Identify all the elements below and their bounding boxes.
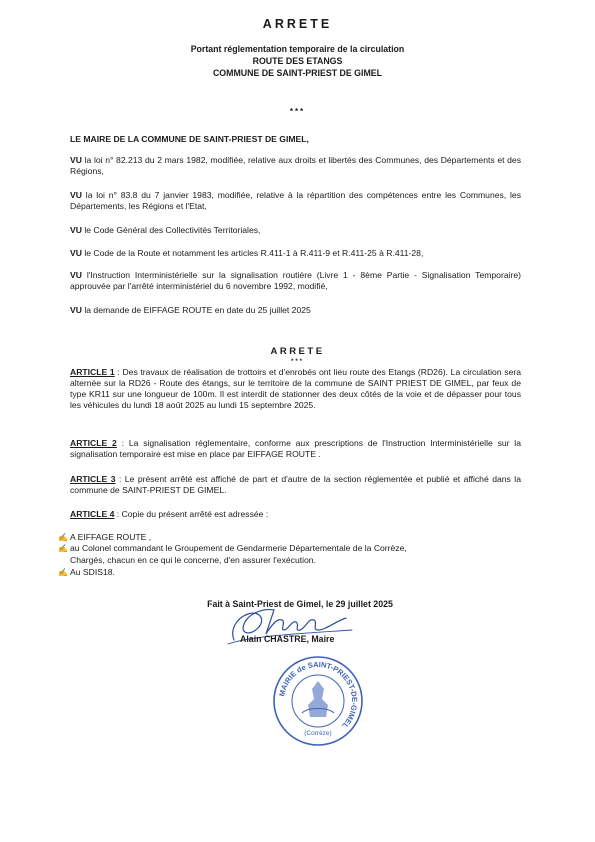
article-4: ARTICLE 4 : Copie du présent arrêté est adressée : xyxy=(70,509,269,519)
article-2: ARTICLE 2 : La signalisation réglementaire, conforme aux prescriptions de l'Instruction Interministérielle sur la signalisation temporaire est mise en place par EIFFAGE ROUTE . xyxy=(70,438,521,459)
vu-paragraph-6: VU la demande de EIFFAGE ROUTE en date du 25 juillet 2025 xyxy=(70,305,311,315)
place-and-date: Fait à Saint-Priest de Gimel, le 29 juillet 2025 xyxy=(207,599,393,609)
article-1: ARTICLE 1 : Des travaux de réalisation de trottoirs et d'enrobés ont lieu route des Etangs (RD26). La circulation sera alternée sur la RD26 - Route des étangs, sur le territoire de la commune de SAINT PRIEST DE GIMEL, par feux de type KR11 sur une longueur de 100m. Il est interdit de stationner des deux côtés de la voie et de dépasser pour tous les véhicules du lundi 18 août 2025 au lundi 15 septembre 2025. xyxy=(70,367,521,410)
pen-icon: ✍ xyxy=(58,533,68,542)
vu-paragraph-5: VU l'Instruction Interministérielle sur la signalisation routière (Livre 1 - 8ème Partie - Signalisation Temporaire) approuvée par l'arrêté interministériel du 6 novembre 1992, modifié, xyxy=(70,270,522,291)
execution-note: Chargés, chacun en ce qui le concerne, d'en assurer l'exécution. xyxy=(70,555,316,565)
subtitle-regulation: Portant réglementation temporaire de la circulation xyxy=(190,44,405,54)
vu-paragraph-1: VU la loi n° 82.213 du 2 mars 1982, modifiée, relative aux droits et libertés des Communes, des Départements et des Régions, xyxy=(70,155,521,176)
recipient-item: ✍ A EIFFAGE ROUTE , xyxy=(58,532,152,542)
recipient-item: ✍ Au SDIS18. xyxy=(58,567,115,577)
vu-paragraph-3: VU le Code Général des Collectivités Territoriales, xyxy=(70,225,261,235)
stamp-bottom-text: (Corrèze) xyxy=(304,730,332,737)
pen-icon: ✍ xyxy=(58,568,68,577)
vu-paragraph-2: VU la loi n° 83.8 du 7 janvier 1983, modifiée, relative à la répartition des compétences entre les Communes, les Départements, les Régions et l'Etat, xyxy=(70,190,521,211)
subtitle-commune: COMMUNE DE SAINT-PRIEST DE GIMEL xyxy=(212,68,383,78)
separator-stars: *** xyxy=(289,107,306,116)
subtitle-road: ROUTE DES ETANGS xyxy=(252,56,343,66)
signer-name: Alain CHASTRE, Maire xyxy=(240,634,335,644)
mayor-heading: LE MAIRE DE LA COMMUNE DE SAINT-PRIEST DE GIMEL, xyxy=(70,134,309,144)
stamp-ring-text: MAIRIE de SAINT-PRIEST-DE-GIMEL xyxy=(277,659,360,731)
article-3: ARTICLE 3 : Le présent arrêté est affiché de part et d'autre de la section réglementée et publié et affiché dans la commune de SAINT-PRIEST DE GIMEL. xyxy=(70,474,521,495)
document-title: ARRETE xyxy=(262,17,333,31)
vu-paragraph-4: VU le Code de la Route et notamment les articles R.411-1 à R.411-9 et R.411-25 à R.411-28, xyxy=(70,248,424,258)
arrete-heading: ARRETE xyxy=(270,346,325,357)
town-hall-stamp xyxy=(272,655,364,747)
recipient-item: ✍ au Colonel commandant le Groupement de Gendarmerie Départementale de la Corrèze, xyxy=(58,543,407,553)
arrete-stars: *** xyxy=(290,359,304,365)
pen-icon: ✍ xyxy=(58,544,68,553)
